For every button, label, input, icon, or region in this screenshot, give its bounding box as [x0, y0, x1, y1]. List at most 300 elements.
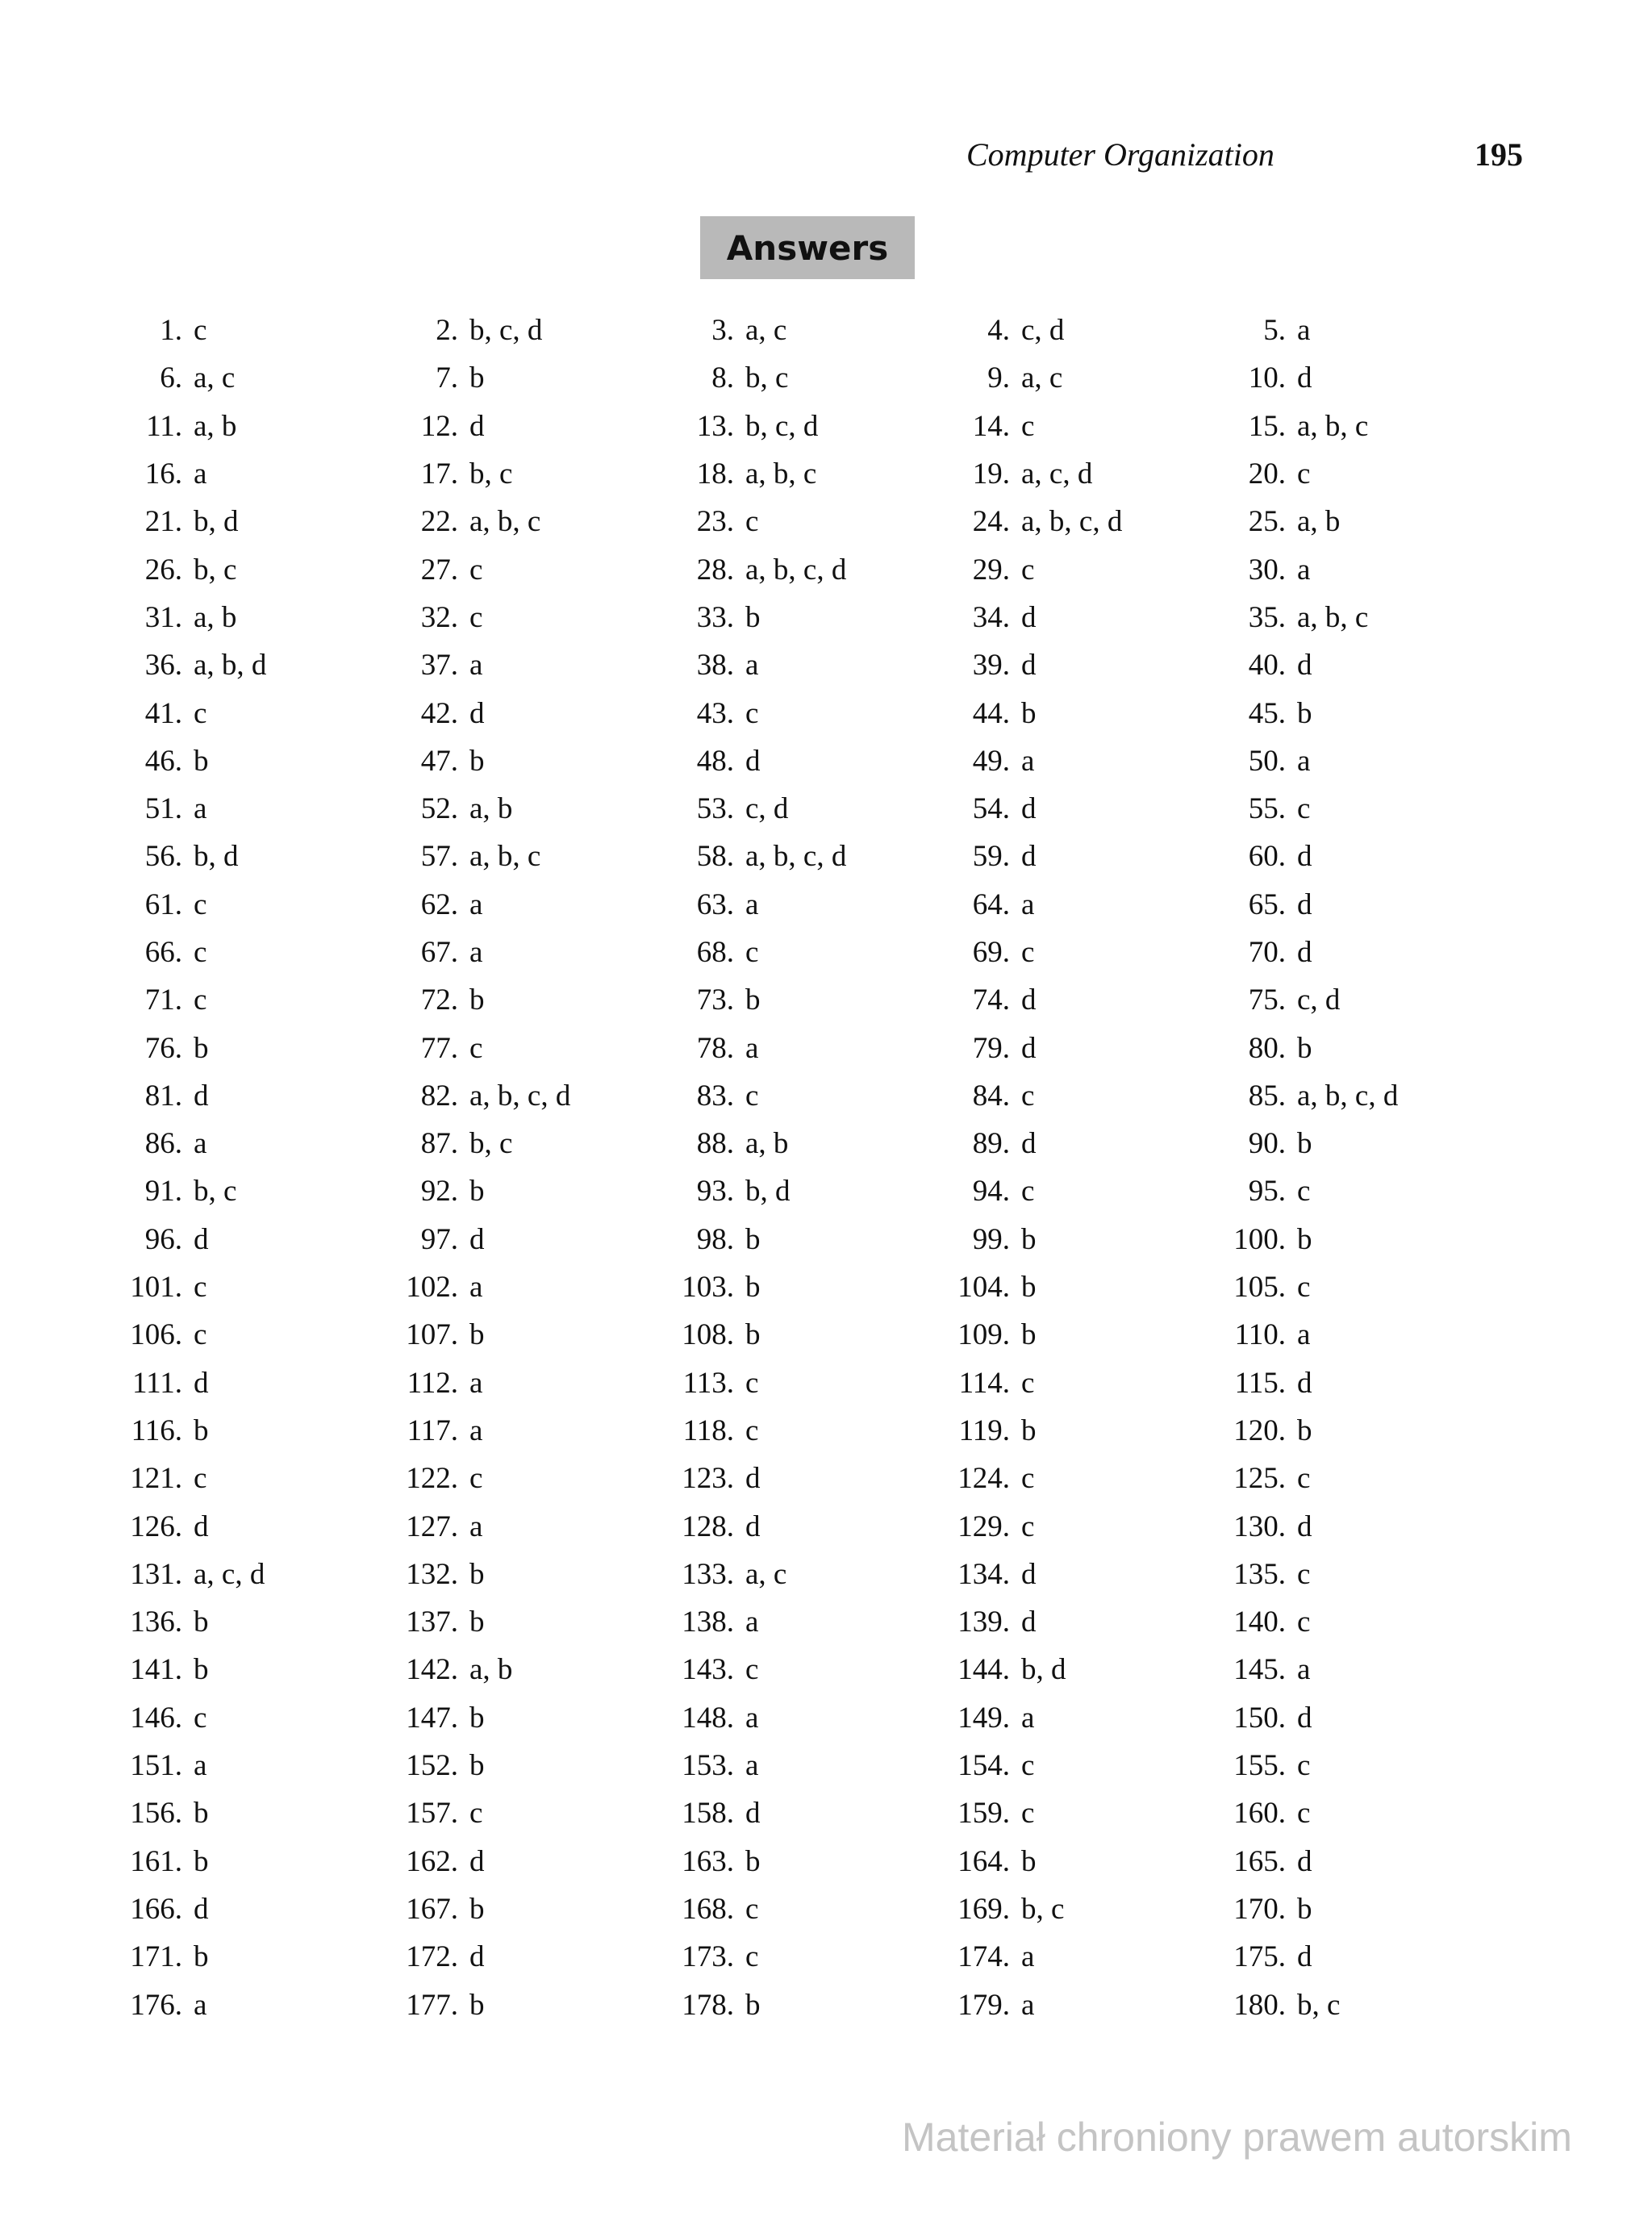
answer-choices: b, d	[1021, 1653, 1066, 1687]
answer-entry	[905, 1311, 1181, 1359]
question-number: 51.	[144, 792, 182, 826]
question-number: 138.	[682, 1605, 734, 1639]
answer-choices: d	[194, 1222, 209, 1256]
answer-choices: b	[745, 1271, 761, 1305]
answer-entry	[353, 1072, 629, 1120]
answer-choices: c, d	[745, 792, 789, 826]
answer-entry	[1181, 1216, 1457, 1263]
answer-choices: c	[1021, 936, 1035, 969]
answer-choices: a, b, c, d	[469, 1079, 571, 1113]
answer-entry	[353, 307, 629, 354]
answer-entry	[629, 1120, 905, 1167]
question-number: 174.	[957, 1940, 1010, 1974]
question-number: 116.	[131, 1413, 182, 1447]
question-number: 50.	[1248, 744, 1286, 778]
answer-entry	[353, 594, 629, 641]
answer-entry	[353, 833, 629, 880]
answer-choices: b	[469, 1605, 485, 1639]
answer-choices: a	[469, 1366, 483, 1400]
question-number: 76.	[144, 1031, 182, 1065]
answer-entry	[1181, 1455, 1457, 1502]
answer-entry	[1181, 1263, 1457, 1311]
answer-choices: a	[1297, 314, 1311, 348]
answer-choices: b, d	[194, 505, 239, 539]
page-header	[0, 136, 1652, 184]
answer-entry	[353, 1789, 629, 1837]
question-number: 22.	[420, 505, 458, 539]
question-number: 47.	[420, 744, 458, 778]
answer-entry	[629, 641, 905, 689]
answer-choices: c	[745, 1940, 759, 1974]
answer-choices: b	[1297, 1031, 1312, 1065]
answer-choices: a	[469, 649, 483, 683]
answer-choices: d	[1021, 1557, 1037, 1591]
question-number: 92.	[420, 1175, 458, 1209]
question-number: 17.	[420, 457, 458, 491]
answer-choices: a, b, c, d	[745, 840, 847, 874]
question-number: 180.	[1233, 1988, 1286, 2022]
answer-entry	[1181, 1981, 1457, 2028]
question-number: 141.	[130, 1653, 182, 1687]
question-number: 134.	[957, 1557, 1010, 1591]
answer-choices: b, c	[469, 1127, 513, 1161]
answer-entry	[629, 1502, 905, 1550]
question-number: 164.	[957, 1844, 1010, 1878]
answer-choices: c	[1021, 1462, 1035, 1496]
answer-choices: b	[469, 744, 485, 778]
answer-choices: a	[1021, 744, 1035, 778]
answer-entry	[353, 689, 629, 737]
answer-choices: c	[194, 1318, 207, 1352]
answer-entry	[1181, 1885, 1457, 1933]
answer-entry	[1181, 929, 1457, 976]
question-number: 54.	[972, 792, 1010, 826]
answer-choices: c	[1297, 1271, 1311, 1305]
answer-choices: a, b	[745, 1127, 789, 1161]
answer-entry	[905, 1407, 1181, 1455]
question-number: 168.	[682, 1892, 734, 1926]
question-number: 19.	[972, 457, 1010, 491]
question-number: 18.	[696, 457, 734, 491]
answer-entry	[353, 354, 629, 402]
question-number: 133.	[682, 1557, 734, 1591]
answer-choices: c	[1021, 553, 1035, 587]
question-number: 49.	[972, 744, 1010, 778]
question-number: 86.	[144, 1127, 182, 1161]
answer-entry	[905, 1216, 1181, 1263]
answer-choices: c	[1297, 1797, 1311, 1831]
answer-choices: c	[1297, 1557, 1311, 1591]
answer-choices: c	[745, 696, 759, 730]
answer-choices: c	[1021, 1175, 1035, 1209]
answer-entry	[629, 1694, 905, 1742]
answer-choices: d	[1297, 1509, 1312, 1543]
question-number: 72.	[420, 983, 458, 1017]
answer-entry	[905, 498, 1181, 545]
answer-choices: a	[469, 887, 483, 921]
question-number: 171.	[130, 1940, 182, 1974]
answer-choices: a, c	[745, 1557, 787, 1591]
answer-choices: a	[1021, 1988, 1035, 2022]
answer-choices: b	[469, 1557, 485, 1591]
answer-choices: b	[745, 983, 761, 1017]
answer-choices: d	[1021, 1127, 1037, 1161]
answer-choices: b, c	[194, 553, 237, 587]
question-number: 110.	[1234, 1318, 1286, 1352]
question-number: 29.	[972, 553, 1010, 587]
answer-choices: a, b	[469, 1653, 513, 1687]
answer-choices: b	[1021, 1271, 1037, 1305]
question-number: 147.	[406, 1701, 458, 1735]
answer-entry	[77, 1311, 353, 1359]
answer-choices: a	[745, 887, 759, 921]
question-number: 91.	[144, 1175, 182, 1209]
answer-entry	[77, 1216, 353, 1263]
answer-choices: a	[469, 1509, 483, 1543]
answer-entry	[77, 307, 353, 354]
answer-entry	[77, 1646, 353, 1693]
answer-choices: b, c	[1297, 1988, 1341, 2022]
answer-choices: c	[745, 1366, 759, 1400]
question-number: 24.	[972, 505, 1010, 539]
question-number: 151.	[130, 1749, 182, 1783]
question-number: 142.	[406, 1653, 458, 1687]
answer-choices: a	[1297, 553, 1311, 587]
answer-choices: d	[1021, 649, 1037, 683]
answer-choices: c	[1297, 1749, 1311, 1783]
question-number: 79.	[972, 1031, 1010, 1065]
question-number: 124.	[957, 1462, 1010, 1496]
question-number: 117.	[407, 1413, 458, 1447]
question-number: 125.	[1233, 1462, 1286, 1496]
question-number: 95.	[1248, 1175, 1286, 1209]
answer-choices: d	[1021, 983, 1037, 1017]
answer-choices: d	[1297, 1940, 1312, 1974]
answer-entry	[353, 929, 629, 976]
answers-heading: Answers	[726, 228, 889, 268]
question-number: 60.	[1248, 840, 1286, 874]
answer-choices: a	[469, 936, 483, 969]
answer-choices: a	[469, 1413, 483, 1447]
question-number: 136.	[130, 1605, 182, 1639]
question-number: 166.	[130, 1892, 182, 1926]
question-number: 83.	[696, 1079, 734, 1113]
answer-entry	[353, 1981, 629, 2028]
question-number: 107.	[406, 1318, 458, 1352]
answer-entry	[629, 403, 905, 450]
question-number: 56.	[144, 840, 182, 874]
answer-choices: a	[1297, 744, 1311, 778]
answer-choices: b	[1021, 1844, 1037, 1878]
answer-choices: b	[745, 600, 761, 634]
answer-entry	[353, 498, 629, 545]
answer-entry	[353, 785, 629, 833]
answer-choices: d	[745, 744, 761, 778]
answer-entry	[629, 1885, 905, 1933]
answer-entry	[77, 498, 353, 545]
answer-entry	[905, 785, 1181, 833]
question-number: 9.	[987, 361, 1010, 395]
question-number: 173.	[682, 1940, 734, 1974]
question-number: 40.	[1248, 649, 1286, 683]
answer-choices: a, b, c	[469, 840, 541, 874]
answer-entry	[905, 976, 1181, 1024]
question-number: 167.	[406, 1892, 458, 1926]
answer-choices: b	[1297, 1892, 1312, 1926]
answers-heading-banner	[700, 216, 915, 279]
answer-choices: b	[745, 1318, 761, 1352]
answer-entry	[353, 1216, 629, 1263]
question-number: 93.	[696, 1175, 734, 1209]
answer-entry	[77, 929, 353, 976]
answer-choices: d	[1021, 840, 1037, 874]
question-number: 175.	[1233, 1940, 1286, 1974]
book-title: Computer Organization	[966, 136, 1274, 173]
answer-entry	[629, 450, 905, 498]
question-number: 15.	[1248, 409, 1286, 443]
question-number: 144.	[957, 1653, 1010, 1687]
question-number: 36.	[144, 649, 182, 683]
question-number: 27.	[420, 553, 458, 587]
answer-entry	[1181, 976, 1457, 1024]
answer-entry	[77, 594, 353, 641]
answer-entry	[905, 689, 1181, 737]
answer-entry	[1181, 1024, 1457, 1071]
answer-choices: a	[745, 1701, 759, 1735]
answer-entry	[77, 1359, 353, 1407]
answer-choices: b, d	[745, 1175, 791, 1209]
question-number: 68.	[696, 936, 734, 969]
question-number: 59.	[972, 840, 1010, 874]
answer-entry	[1181, 354, 1457, 402]
answer-choices: b	[469, 1988, 485, 2022]
question-number: 7.	[436, 361, 458, 395]
question-number: 48.	[696, 744, 734, 778]
question-number: 5.	[1263, 314, 1286, 348]
answer-choices: d	[1297, 1844, 1312, 1878]
answer-entry	[353, 1838, 629, 1885]
answer-choices: b	[1021, 1318, 1037, 1352]
answer-entry	[77, 1838, 353, 1885]
answer-choices: c	[1297, 792, 1311, 826]
question-number: 81.	[144, 1079, 182, 1113]
answer-entry	[629, 737, 905, 785]
answer-choices: c	[1021, 1797, 1035, 1831]
question-number: 62.	[420, 887, 458, 921]
answer-entry	[77, 1789, 353, 1837]
answer-entry	[905, 545, 1181, 593]
answer-choices: d	[469, 1222, 485, 1256]
answer-choices: a, b, c	[1297, 409, 1369, 443]
answer-entry	[629, 1167, 905, 1215]
question-number: 66.	[144, 936, 182, 969]
answer-choices: b	[194, 1031, 209, 1065]
question-number: 123.	[682, 1462, 734, 1496]
question-number: 163.	[682, 1844, 734, 1878]
answer-entry	[77, 354, 353, 402]
answer-entry	[629, 1216, 905, 1263]
question-number: 6.	[160, 361, 182, 395]
answer-choices: c	[1297, 457, 1311, 491]
answer-entry	[77, 1167, 353, 1215]
question-number: 158.	[682, 1797, 734, 1831]
question-number: 14.	[972, 409, 1010, 443]
question-number: 99.	[972, 1222, 1010, 1256]
answer-choices: c	[194, 1701, 207, 1735]
answer-choices: a, b, c, d	[1021, 505, 1123, 539]
answer-entry	[1181, 450, 1457, 498]
answer-entry	[353, 1167, 629, 1215]
answer-entry	[77, 1933, 353, 1981]
question-number: 80.	[1248, 1031, 1286, 1065]
answer-choices: d	[1021, 792, 1037, 826]
question-number: 71.	[144, 983, 182, 1017]
answer-entry	[629, 1933, 905, 1981]
answer-entry	[905, 1551, 1181, 1598]
answer-entry	[353, 403, 629, 450]
answer-entry	[629, 976, 905, 1024]
question-number: 148.	[682, 1701, 734, 1735]
answer-entry	[77, 833, 353, 880]
answer-choices: d	[1297, 1701, 1312, 1735]
answer-choices: c	[194, 696, 207, 730]
answer-entry	[905, 1072, 1181, 1120]
answer-entry	[77, 1120, 353, 1167]
answer-entry	[905, 1933, 1181, 1981]
answer-choices: c	[469, 553, 483, 587]
question-number: 157.	[406, 1797, 458, 1831]
question-number: 129.	[957, 1509, 1010, 1543]
answer-choices: b, c	[194, 1175, 237, 1209]
question-number: 109.	[957, 1318, 1010, 1352]
answer-choices: d	[469, 696, 485, 730]
answer-choices: a	[194, 1988, 207, 2022]
answer-choices: a, c, d	[1021, 457, 1093, 491]
question-number: 105.	[1233, 1271, 1286, 1305]
question-number: 89.	[972, 1127, 1010, 1161]
answer-entry	[629, 307, 905, 354]
answer-choices: b	[1021, 1413, 1037, 1447]
answer-choices: b, c, d	[469, 314, 543, 348]
question-number: 74.	[972, 983, 1010, 1017]
answer-choices: d	[745, 1509, 761, 1543]
answer-entry	[1181, 1742, 1457, 1789]
answer-entry	[353, 1551, 629, 1598]
question-number: 122.	[406, 1462, 458, 1496]
answer-choices: a	[1021, 1701, 1035, 1735]
answer-choices: a	[745, 1605, 759, 1639]
answer-entry	[77, 1551, 353, 1598]
answer-entry	[1181, 1789, 1457, 1837]
answer-entry	[77, 450, 353, 498]
answer-entry	[629, 594, 905, 641]
question-number: 111.	[131, 1366, 182, 1400]
question-number: 82.	[420, 1079, 458, 1113]
answer-entry	[629, 1263, 905, 1311]
answer-entry	[905, 1502, 1181, 1550]
answer-entry	[1181, 1311, 1457, 1359]
answer-choices: b, c	[745, 361, 789, 395]
answer-entry	[1181, 1933, 1457, 1981]
answer-choices: c	[194, 1271, 207, 1305]
answer-choices: c, d	[1297, 983, 1341, 1017]
answer-choices: a	[745, 649, 759, 683]
answer-entry	[77, 1694, 353, 1742]
answer-choices: b	[194, 744, 209, 778]
answer-entry	[77, 689, 353, 737]
answer-entry	[1181, 1072, 1457, 1120]
answer-choices: c	[194, 314, 207, 348]
answer-entry	[353, 1024, 629, 1071]
question-number: 114.	[958, 1366, 1010, 1400]
question-number: 150.	[1233, 1701, 1286, 1735]
answer-entry	[77, 1263, 353, 1311]
question-number: 70.	[1248, 936, 1286, 969]
answer-choices: a	[194, 1127, 207, 1161]
answer-entry	[905, 1789, 1181, 1837]
answer-choices: c	[1021, 1366, 1035, 1400]
question-number: 2.	[436, 314, 458, 348]
answer-choices: d	[194, 1366, 209, 1400]
answer-choices: c	[469, 1031, 483, 1065]
question-number: 146.	[130, 1701, 182, 1735]
answer-choices: b, c	[1021, 1892, 1065, 1926]
question-number: 104.	[957, 1271, 1010, 1305]
answer-entry	[905, 1455, 1181, 1502]
answer-choices: d	[745, 1797, 761, 1831]
question-number: 55.	[1248, 792, 1286, 826]
answer-entry	[1181, 1120, 1457, 1167]
question-number: 169.	[957, 1892, 1010, 1926]
answer-entry	[905, 1598, 1181, 1646]
answer-entry	[905, 881, 1181, 929]
question-number: 101.	[130, 1271, 182, 1305]
answer-entry	[1181, 1407, 1457, 1455]
answer-entry	[1181, 833, 1457, 880]
answer-entry	[77, 641, 353, 689]
answer-entry	[905, 594, 1181, 641]
answer-entry	[1181, 594, 1457, 641]
answer-entry	[629, 1072, 905, 1120]
answer-entry	[353, 450, 629, 498]
answer-entry	[77, 545, 353, 593]
question-number: 120.	[1233, 1413, 1286, 1447]
answer-choices: b	[469, 1892, 485, 1926]
answer-choices: d	[469, 1844, 485, 1878]
answer-entry	[353, 737, 629, 785]
answer-choices: a, c	[194, 361, 236, 395]
answer-entry	[77, 1502, 353, 1550]
answer-choices: d	[469, 1940, 485, 1974]
answer-choices: c	[469, 1797, 483, 1831]
answer-choices: b, c, d	[745, 409, 819, 443]
answer-choices: c	[1297, 1605, 1311, 1639]
answer-entry	[77, 881, 353, 929]
answer-entry	[77, 1072, 353, 1120]
question-number: 177.	[406, 1988, 458, 2022]
question-number: 145.	[1233, 1653, 1286, 1687]
question-number: 67.	[420, 936, 458, 969]
answer-entry	[629, 1311, 905, 1359]
question-number: 25.	[1248, 505, 1286, 539]
answer-entry	[1181, 1838, 1457, 1885]
answer-entry	[629, 1646, 905, 1693]
answer-choices: c	[745, 1079, 759, 1113]
answer-choices: c	[469, 1462, 483, 1496]
copyright-watermark: Materiał chroniony prawem autorskim	[902, 2115, 1572, 2160]
answer-entry	[1181, 1551, 1457, 1598]
question-number: 165.	[1233, 1844, 1286, 1878]
